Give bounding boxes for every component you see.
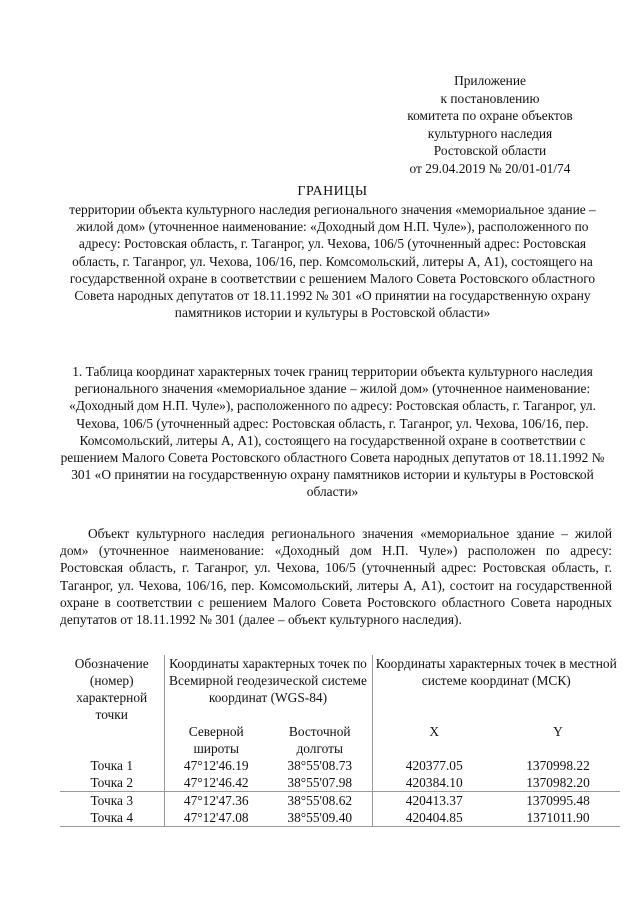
cell-y: 1370995.48 [496, 792, 620, 810]
cell-x: 420413.37 [372, 792, 496, 810]
table-row [60, 774, 620, 792]
cell-north: 47°12'47.08 [164, 809, 268, 827]
table-subheader-row [60, 723, 620, 757]
table-row [60, 757, 620, 774]
document-title [60, 183, 605, 321]
cell-y: 1370998.22 [526, 758, 590, 773]
subheader-north: Северной широты [188, 724, 244, 756]
cell-east: 38°55'09.40 [268, 809, 372, 827]
title-heading: ГРАНИЦЫ [297, 184, 368, 199]
header-point: Обозначение (номер) характерной точки [60, 655, 164, 723]
appendix-block [380, 72, 600, 177]
header-msk: Координаты характерных точек в местной системе координат (МСК) [375, 656, 617, 688]
appendix-line: от 29.04.2019 № 20/01-01/74 [409, 160, 571, 176]
cell-east: 38°55'08.73 [268, 757, 372, 774]
cell-point: Точка 4 [60, 809, 164, 827]
table-header-row [60, 655, 620, 723]
appendix-line: Приложение [454, 73, 526, 88]
cell-point: Точка 3 [60, 792, 164, 810]
cell-east: 38°55'08.62 [268, 792, 372, 810]
cell-y: 1370982.20 [526, 775, 590, 790]
subheader-x: X [429, 724, 440, 739]
cell-north: 47°12'46.19 [183, 758, 249, 773]
subheader-east: Восточной долготы [268, 723, 372, 757]
table-row [60, 792, 620, 810]
description-paragraph: Объект культурного наследия регионального значения «мемориальное здание – жилой дом» (уточненное наименование: «Доходный дом Н.П. Чуле») расположен по адресу: Ростовская область, г. Таганрог, ул. Чехова, 106/5 (уточненный адрес: Ростовская область, г. Таганрог, ул. Чехова, 106/16, пер. Комсомольский, литеры А, А1), состоит на государственной охране в соответствии с решением Малого Совета Ростовского областного Совета народных депутатов от 18.11.1992 № 301 (далее – объект культурного наследия). [60, 526, 612, 628]
cell-north: 47°12'47.36 [164, 792, 268, 810]
appendix-line: культурного наследия [427, 125, 553, 141]
cell-point: Точка 1 [60, 757, 164, 774]
cell-north: 47°12'46.42 [183, 775, 249, 790]
header-wgs: Координаты характерных точек по Всемирной геодезической системе координат (WGS-84) [164, 655, 372, 723]
cell-point: Точка 2 [60, 774, 164, 792]
title-text: территории объекта культурного наследия регионального значения «мемориальное здание – жилой дом» (уточненное наименование: «Доходный дом Н.П. Чуле»), расположенного по адресу: Ростовская область, г. Таганрог, ул. Чехова, 106/5 (уточненный адрес: Ростовская область, г. Таганрог, ул. Чехова, 106/16, пер. Комсомольский, литеры А, А1), состоящего на государственной охране в соответствии с решением Малого Совета Ростовского областного Совета народных депутатов от 18.11.1992 № 301 «О принятии на государственную охрану памятников истории и культуры в Ростовской области» [69, 202, 596, 321]
appendix-line: комитета по охране объектов [407, 108, 573, 123]
appendix-line: Ростовской области [433, 143, 547, 158]
cell-x: 420404.85 [372, 809, 496, 827]
cell-y: 1371011.90 [496, 809, 620, 827]
section-title: 1. Таблица координат характерных точек границ территории объекта культурного наследия регионального значения «мемориальное здание – жилой дом» (уточненное наименование: «Доходный дом Н.П. Чуле»), расположенного по адресу: Ростовская область, г. Таганрог, ул. Чехова, 106/5 (уточненный адрес: Ростовская область, г. Таганрог, ул. Чехова, 106/16, пер. Комсомольский, литеры А, А1), состоящего на государственной охране в соответствии с решением Малого Совета Ростовского областного Совета народных депутатов от 18.11.1992 № 301 «О принятии на государственную охрану памятников истории и культуры в Ростовской области» [60, 364, 605, 500]
cell-x: 420377.05 [405, 758, 463, 773]
subheader-y: Y [553, 724, 563, 739]
coordinates-table [60, 655, 620, 827]
subheader-empty [60, 723, 164, 757]
appendix-line: к постановлению [440, 90, 540, 106]
table-row [60, 809, 620, 827]
cell-east: 38°55'07.98 [268, 774, 372, 792]
cell-x: 420384.10 [405, 775, 463, 790]
